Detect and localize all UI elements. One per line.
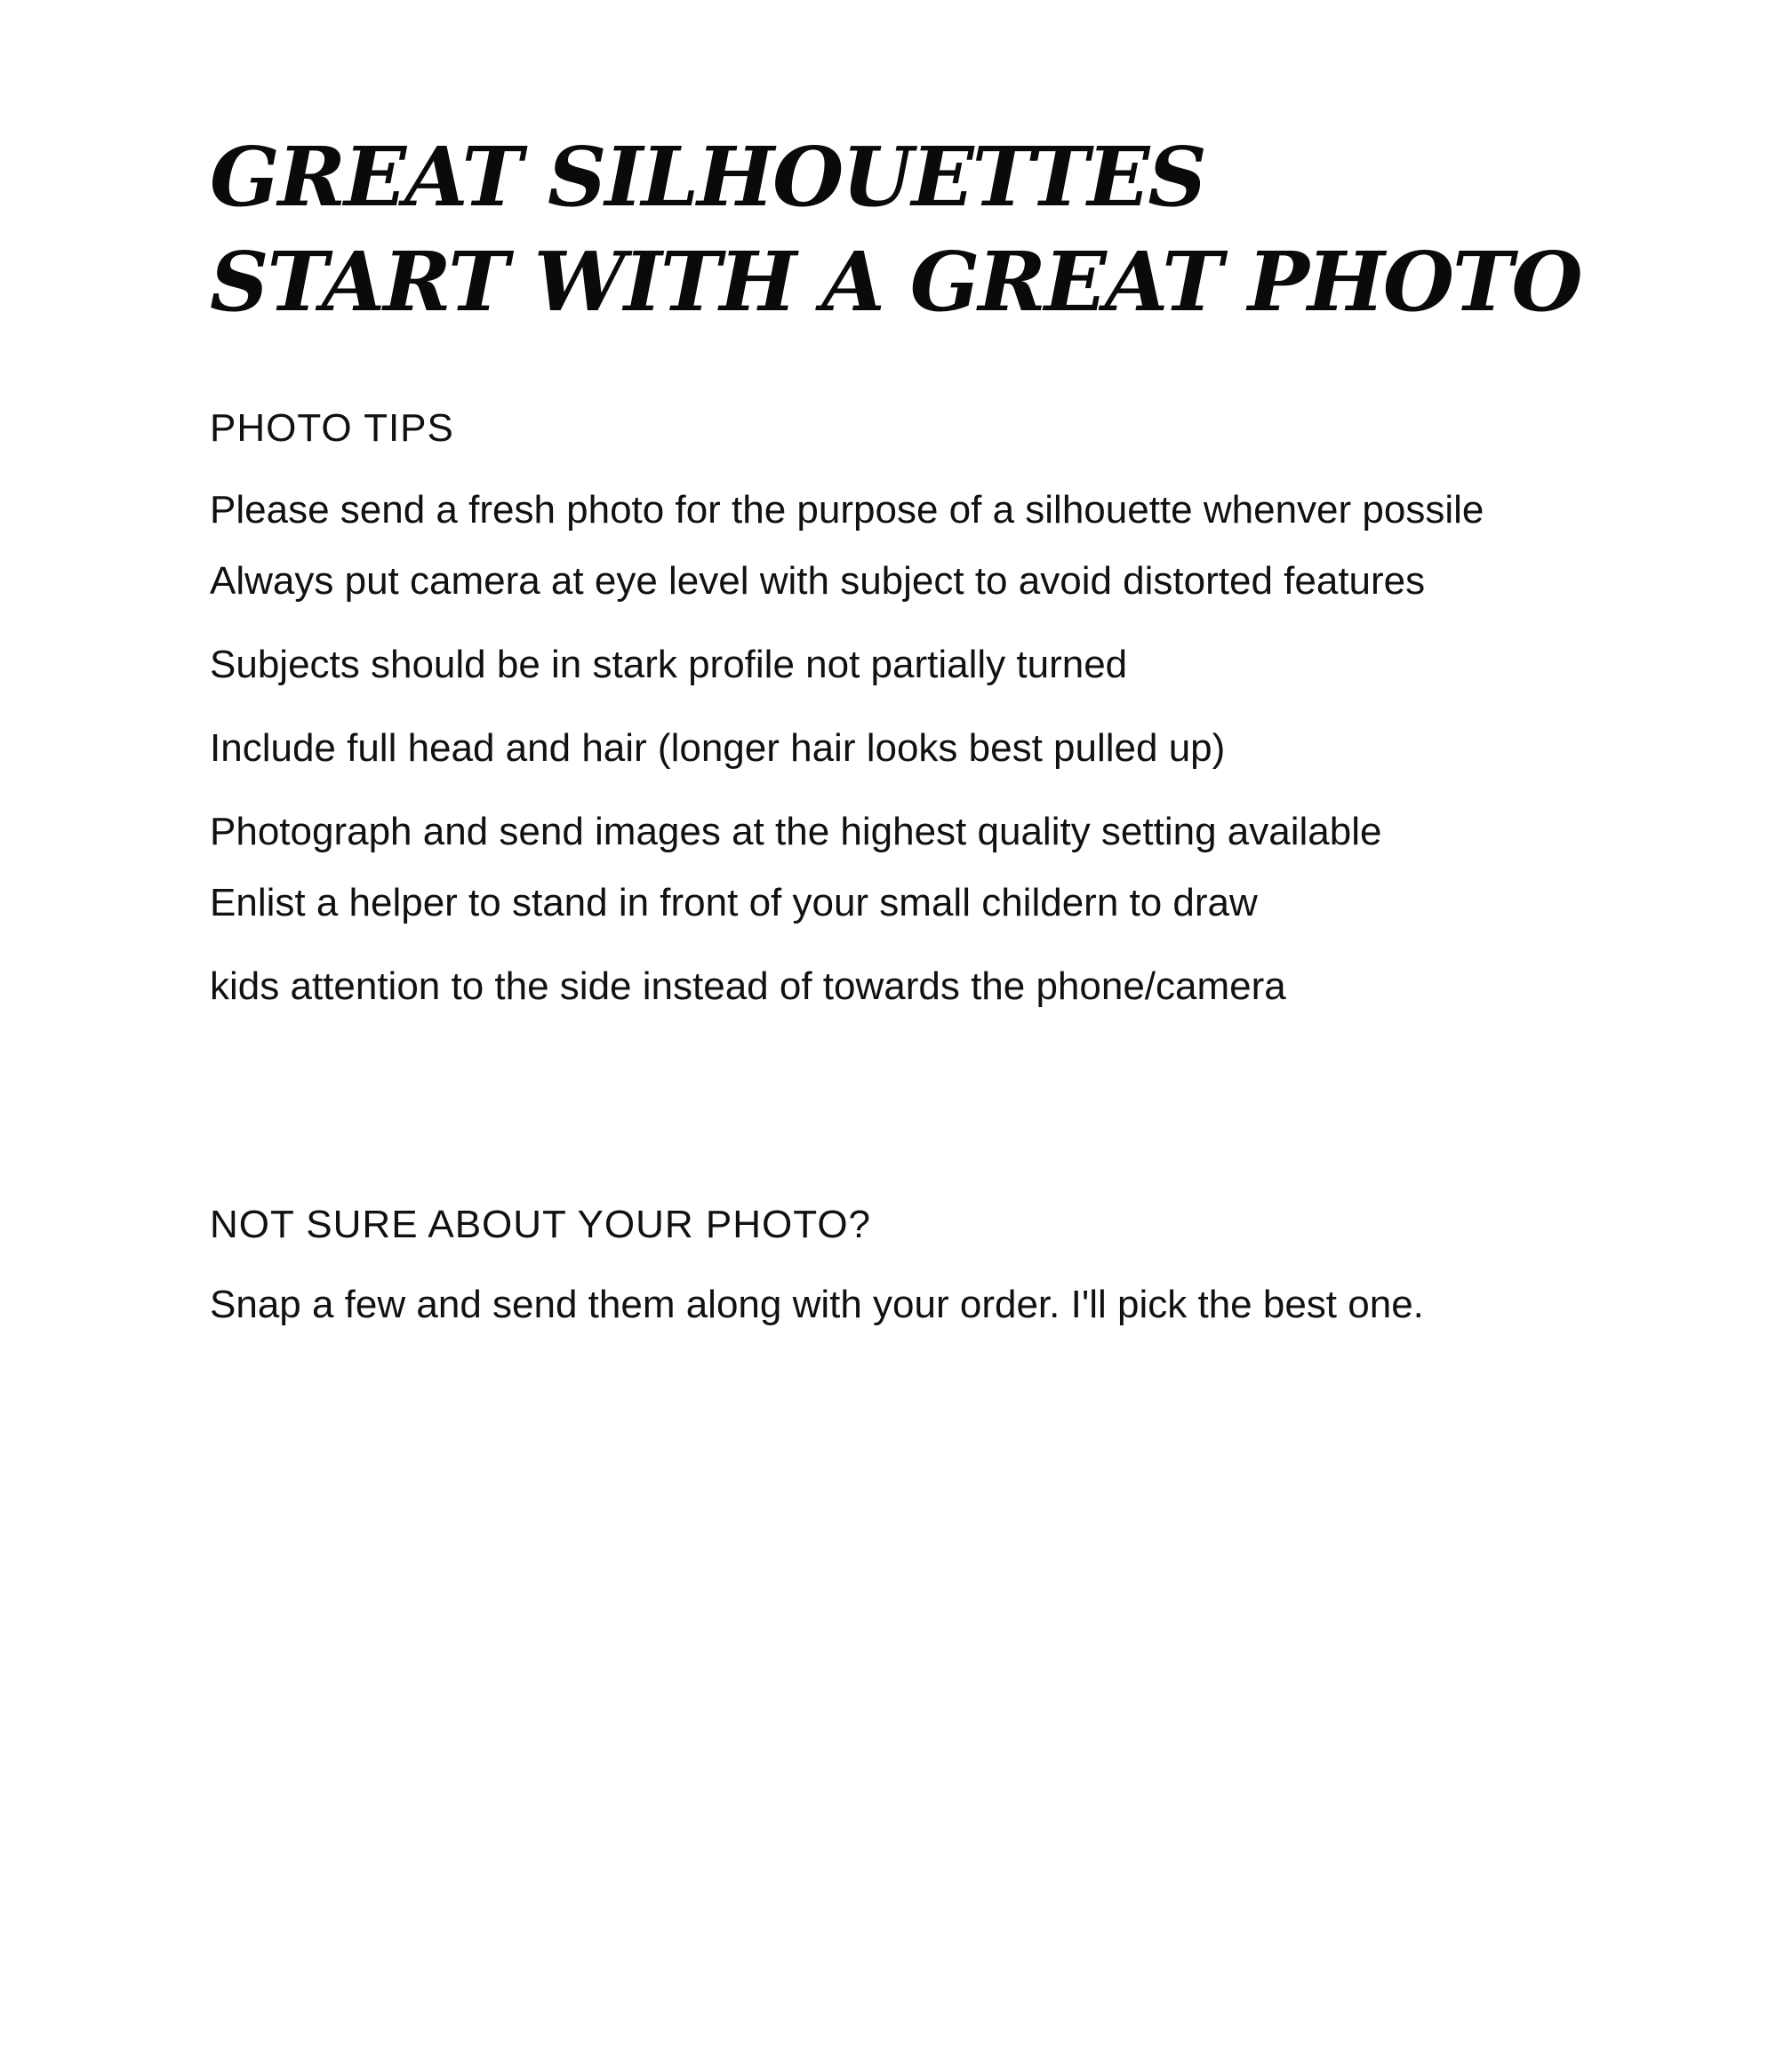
photo-tip-6: Enlist a helper to stand in front of your small childern to draw — [210, 881, 1258, 924]
photo-tip-7: kids attention to the side instead of towards the phone/camera — [210, 964, 1286, 1008]
not-sure-heading: NOT SURE ABOUT YOUR PHOTO? — [210, 1203, 872, 1246]
photo-tip-1: Please send a fresh photo for the purpose of a silhouette whenver possile — [210, 488, 1484, 532]
page-title-line-1: GREAT SILHOUETTES — [210, 129, 1205, 225]
photo-tip-2: Always put camera at eye level with subject to avoid distorted features — [210, 559, 1426, 603]
photo-guidelines-page — [210, 124, 1721, 1326]
not-sure-text: Snap a few and send them along with your order. I'll pick the best one. — [210, 1283, 1424, 1326]
page-title-line-2: START WITH A GREAT PHOTO — [210, 234, 1581, 330]
photo-tips-heading: PHOTO TIPS — [210, 406, 454, 450]
photo-tip-3: Subjects should be in stark profile not partially turned — [210, 643, 1128, 686]
photo-tip-5: Photograph and send images at the highest quality setting available — [210, 810, 1382, 853]
page-title — [210, 124, 1721, 334]
photo-tip-4: Include full head and hair (longer hair looks best pulled up) — [210, 726, 1226, 770]
